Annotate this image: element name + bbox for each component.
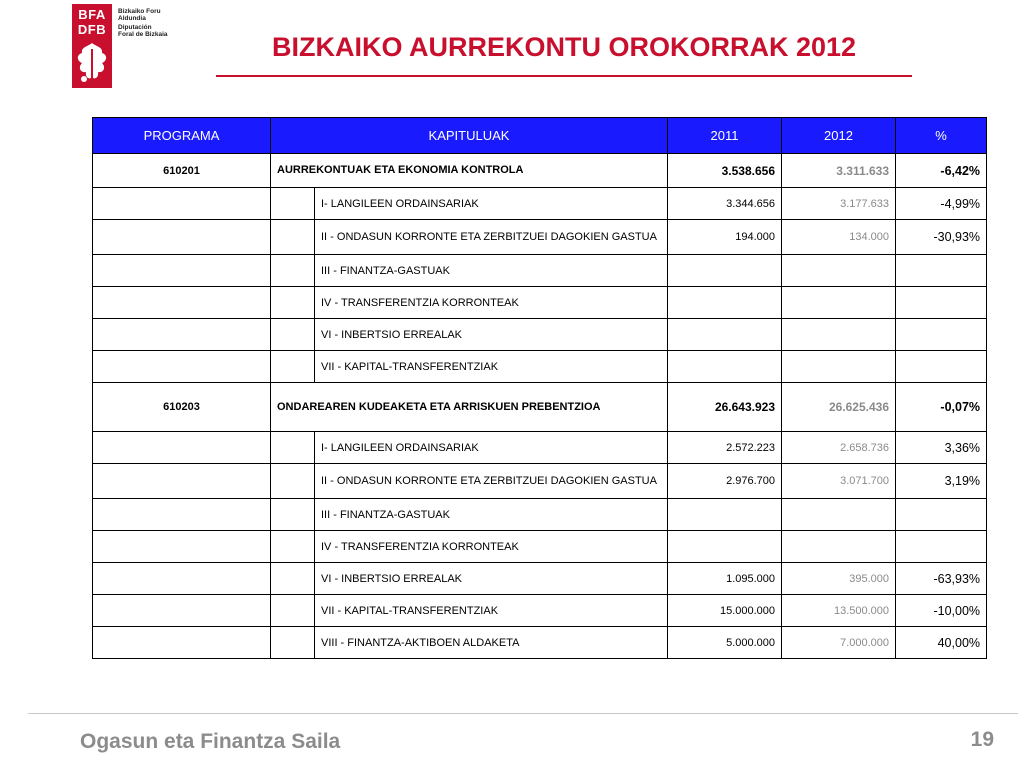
value-2011: 26.643.923 — [668, 383, 782, 432]
logo-caption-2: Aldundia — [118, 15, 146, 22]
empty-cell — [93, 499, 271, 531]
table-row — [93, 499, 987, 531]
chapter-label: VI - INBERTSIO ERREALAK — [315, 563, 668, 595]
value-2011 — [668, 287, 782, 319]
logo-red-block — [72, 4, 112, 88]
value-2012 — [782, 499, 896, 531]
value-2011: 2.572.223 — [668, 432, 782, 464]
percent-change: -0,07% — [896, 383, 987, 432]
empty-cell — [93, 220, 271, 255]
title-divider — [216, 75, 912, 77]
logo-caption-3: Diputación — [118, 24, 152, 31]
page-number: 19 — [970, 728, 994, 751]
empty-cell — [271, 287, 315, 319]
chapter-label: IV - TRANSFERENTZIA KORRONTEAK — [315, 287, 668, 319]
chapter-label: III - FINANTZA-GASTUAK — [315, 499, 668, 531]
value-2011: 3.344.656 — [668, 188, 782, 220]
empty-cell — [93, 627, 271, 659]
empty-cell — [93, 255, 271, 287]
value-2011 — [668, 351, 782, 383]
value-2012: 2.658.736 — [782, 432, 896, 464]
header-programa: PROGRAMA — [93, 118, 271, 154]
empty-cell — [93, 351, 271, 383]
percent-change: -4,99% — [896, 188, 987, 220]
value-2012: 26.625.436 — [782, 383, 896, 432]
value-2012: 13.500.000 — [782, 595, 896, 627]
value-2011: 2.976.700 — [668, 464, 782, 499]
chapter-label: II - ONDASUN KORRONTE ETA ZERBITZUEI DAGOKIEN GASTUA — [315, 220, 668, 255]
page-title: BIZKAIKO AURREKONTU OROKORRAK 2012 — [271, 32, 857, 62]
empty-cell — [271, 188, 315, 220]
value-2012: 3.311.633 — [782, 154, 896, 188]
value-2011: 194.000 — [668, 220, 782, 255]
value-2011: 1.095.000 — [668, 563, 782, 595]
table-row — [93, 595, 987, 627]
table-row — [93, 220, 987, 255]
chapter-label: VI - INBERTSIO ERREALAK — [315, 319, 668, 351]
chapter-label: III - FINANTZA-GASTUAK — [315, 255, 668, 287]
footer-department: Ogasun eta Finantza Saila — [80, 730, 341, 753]
table-row — [93, 627, 987, 659]
program-code: 610203 — [93, 383, 271, 432]
chapter-label: VIII - FINANTZA-AKTIBOEN ALDAKETA — [315, 627, 668, 659]
value-2012 — [782, 531, 896, 563]
table-row — [93, 432, 987, 464]
table-row — [93, 464, 987, 499]
percent-change: 3,19% — [896, 464, 987, 499]
chapter-label: VII - KAPITAL-TRANSFERENTZIAK — [315, 595, 668, 627]
chapter-label: I- LANGILEEN ORDAINSARIAK — [315, 188, 668, 220]
value-2012 — [782, 319, 896, 351]
program-code: 610201 — [93, 154, 271, 188]
footer-divider — [28, 713, 1018, 714]
bfa-dfb-logo — [72, 4, 182, 88]
empty-cell — [93, 464, 271, 499]
empty-cell — [93, 432, 271, 464]
program-description: AURREKONTUAK ETA EKONOMIA KONTROLA — [271, 154, 668, 188]
percent-change — [896, 255, 987, 287]
chapter-label: IV - TRANSFERENTZIA KORRONTEAK — [315, 531, 668, 563]
percent-change — [896, 351, 987, 383]
empty-cell — [271, 319, 315, 351]
percent-change: -6,42% — [896, 154, 987, 188]
value-2011 — [668, 255, 782, 287]
value-2012 — [782, 351, 896, 383]
value-2011: 15.000.000 — [668, 595, 782, 627]
table-row — [93, 287, 987, 319]
value-2011 — [668, 499, 782, 531]
table-header-row — [93, 118, 987, 154]
budget-table — [92, 117, 987, 659]
table-row — [93, 319, 987, 351]
chapter-label: I- LANGILEEN ORDAINSARIAK — [315, 432, 668, 464]
percent-change — [896, 319, 987, 351]
logo-caption-1: Bizkaiko Foru — [118, 8, 161, 15]
logo-caption-4: Foral de Bizkaia — [118, 31, 168, 38]
table-row — [93, 255, 987, 287]
header-kapituluak: KAPITULUAK — [271, 118, 668, 154]
empty-cell — [93, 188, 271, 220]
table-row — [93, 351, 987, 383]
table-row — [93, 188, 987, 220]
empty-cell — [271, 464, 315, 499]
empty-cell — [93, 287, 271, 319]
value-2012: 3.177.633 — [782, 188, 896, 220]
value-2012 — [782, 287, 896, 319]
percent-change: 40,00% — [896, 627, 987, 659]
table-row — [93, 154, 987, 188]
chapter-label: VII - KAPITAL-TRANSFERENTZIAK — [315, 351, 668, 383]
empty-cell — [93, 319, 271, 351]
table-row — [93, 383, 987, 432]
empty-cell — [271, 499, 315, 531]
value-2012 — [782, 255, 896, 287]
oak-leaf-icon — [75, 41, 109, 85]
percent-change — [896, 531, 987, 563]
value-2012: 395.000 — [782, 563, 896, 595]
header-percent: % — [896, 118, 987, 154]
empty-cell — [93, 595, 271, 627]
empty-cell — [271, 563, 315, 595]
header-2012: 2012 — [782, 118, 896, 154]
table-row — [93, 531, 987, 563]
empty-cell — [271, 351, 315, 383]
empty-cell — [93, 531, 271, 563]
percent-change: -63,93% — [896, 563, 987, 595]
empty-cell — [271, 220, 315, 255]
empty-cell — [271, 531, 315, 563]
value-2012: 134.000 — [782, 220, 896, 255]
program-description: ONDAREAREN KUDEAKETA ETA ARRISKUEN PREBENTZIOA — [271, 383, 668, 432]
value-2012: 7.000.000 — [782, 627, 896, 659]
logo-bfa-text: BFA — [78, 7, 106, 22]
empty-cell — [271, 627, 315, 659]
value-2011: 3.538.656 — [668, 154, 782, 188]
value-2012: 3.071.700 — [782, 464, 896, 499]
percent-change: -10,00% — [896, 595, 987, 627]
value-2011: 5.000.000 — [668, 627, 782, 659]
empty-cell — [271, 595, 315, 627]
logo-dfb-text: DFB — [77, 22, 107, 37]
empty-cell — [93, 563, 271, 595]
chapter-label: II - ONDASUN KORRONTE ETA ZERBITZUEI DAGOKIEN GASTUA — [315, 464, 668, 499]
table-row — [93, 563, 987, 595]
value-2011 — [668, 319, 782, 351]
percent-change — [896, 287, 987, 319]
empty-cell — [271, 432, 315, 464]
percent-change: -30,93% — [896, 220, 987, 255]
empty-cell — [271, 255, 315, 287]
percent-change — [896, 499, 987, 531]
header-2011: 2011 — [668, 118, 782, 154]
value-2011 — [668, 531, 782, 563]
percent-change: 3,36% — [896, 432, 987, 464]
